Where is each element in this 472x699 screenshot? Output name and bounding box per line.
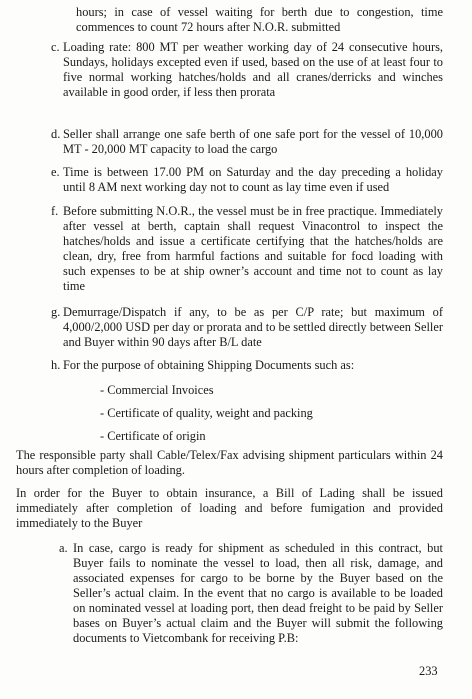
clause-label: f. [51,204,59,218]
document-list-item: - Commercial Invoices [100,383,214,397]
clause-text: Demurrage/Dispatch if any, to be as per C/P rate; but maximum of 4,000/2,000 USD per day or prorata and to be settled directly between Seller and Buyer within 90 days after B/L date [63,305,443,349]
clause-text: For the purpose of obtaining Shipping Documents such as: [63,358,355,372]
clause-text: Time is between 17.00 PM on Saturday and the day preceding a holiday until 8 AM next working day not to count as lay time even if used [63,165,443,194]
clause-text: Seller shall arrange one safe berth of one safe port for the vessel of 10,000 MT - 20,000 MT capacity to load the cargo [63,127,443,156]
clause-label: e. [51,165,60,179]
page-number: 233 [419,664,438,678]
document-list-item: - Certificate of quality, weight and packing [100,406,313,420]
clause-label: a. [59,541,68,555]
clause-text: Before submitting N.O.R., the vessel must be in free practique. Immediately after vessel at berth, captain shall request Vinacontrol to inspect the hatches/holds and issue a certificate certifying that the hatches/holds are clean, dry, free from harmful factions and suitable for focd loading with such expenses to be at ship owner’s account and time not to count as lay time [63,204,443,293]
continuation-text: hours; in case of vessel waiting for berth due to congestion, time commences to count 72 hours after N.O.R. submitted [76,5,443,34]
clause-label: g. [51,305,61,319]
document-list-item: - Certificate of origin [100,429,206,443]
clause-text: Loading rate: 800 MT per weather working day of 24 consecutive hours, Sundays, holidays excepted even if used, based on the use of at least four to five normal working hatches/holds and all cranes/derricks and winches available in good order, if less then prorata [63,40,443,99]
shipment-advice-paragraph: The responsible party shall Cable/Telex/Fax advising shipment particulars within 24 hours after completion of loading. [16,448,443,477]
clause-text: In case, cargo is ready for shipment as scheduled in this contract, but Buyer fails to nominate the vessel to load, then all risk, damage, and associated expenses for cargo to be borne by the Buyer based on the Seller’s actual claim. In the event that no cargo is available to be loaded on nominated vessel at loading port, then dead freight to be paid by Seller bases on Buyer’s actual claim and the Buyer will submit the following documents to Vietcombank for receiving P.B: [73,541,443,645]
insurance-paragraph: In order for the Buyer to obtain insurance, a Bill of Lading shall be issued immediately after completion of loading and before fumigation and provided immediately to the Buyer [16,486,443,530]
clause-label: d. [51,127,61,141]
clause-label: h. [51,358,61,372]
clause-label: c. [51,40,60,54]
